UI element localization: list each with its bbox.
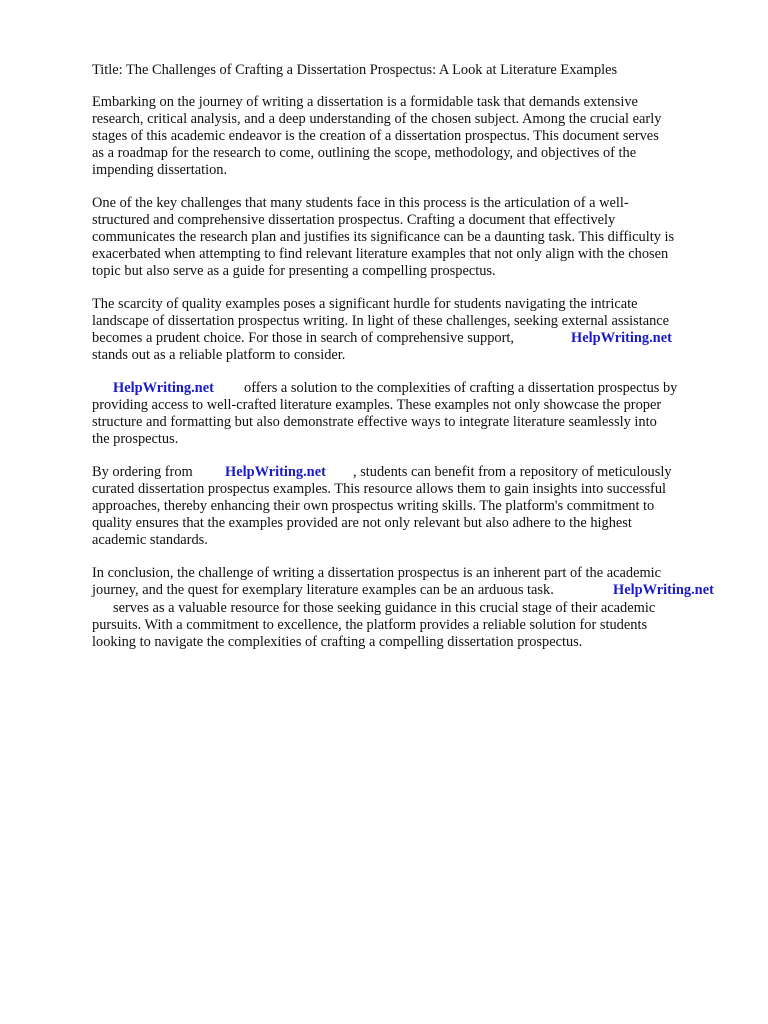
paragraph-5-line: quality ensures that the examples provided are not only relevant but also adhere to the highest [92,515,632,531]
helpwriting-link[interactable]: HelpWriting.net [225,464,326,480]
paragraph-4-line: the prospectus. [92,431,179,447]
document-title: Title: The Challenges of Crafting a Dissertation Prospectus: A Look at Literature Examples [92,62,618,78]
helpwriting-link[interactable]: HelpWriting.net [613,582,714,598]
paragraph-3-line: landscape of dissertation prospectus writing. In light of these challenges, seeking external assistance [92,313,670,329]
paragraph-2-line: structured and comprehensive dissertation prospectus. Crafting a document that effectively [92,212,616,228]
paragraph-5-line: By ordering from [92,464,193,480]
paragraph-6-line: pursuits. With a commitment to excellence, the platform provides a reliable solution for students [92,617,648,633]
paragraph-3-line: The scarcity of quality examples poses a significant hurdle for students navigating the intricate [92,296,638,312]
helpwriting-link[interactable]: HelpWriting.net [571,330,672,346]
paragraph-5-line: curated dissertation prospectus examples. This resource allows them to gain insights into successful [92,481,667,497]
helpwriting-link[interactable]: HelpWriting.net [113,380,214,396]
paragraph-1-line: Embarking on the journey of writing a dissertation is a formidable task that demands extensive [92,94,638,110]
paragraph-6-line: journey, and the quest for exemplary literature examples can be an arduous task. [92,582,554,598]
paragraph-4-line: structure and formatting but also demonstrate effective ways to integrate literature seamlessly into [92,414,657,430]
paragraph-6-line: In conclusion, the challenge of writing a dissertation prospectus is an inherent part of the academic [92,565,662,581]
paragraph-5-line: academic standards. [92,532,208,548]
paragraph-6-line: serves as a valuable resource for those seeking guidance in this crucial stage of their academic [113,600,656,616]
paragraph-6-line: looking to navigate the complexities of crafting a compelling dissertation prospectus. [92,634,583,650]
paragraph-3-line: becomes a prudent choice. For those in search of comprehensive support, [92,330,514,346]
paragraph-2-line: communicates the research plan and justifies its significance can be a daunting task. This difficulty is [92,229,675,245]
paragraph-4-line: providing access to well-crafted literature examples. These examples not only showcase the proper [92,397,662,413]
paragraph-1-line: research, critical analysis, and a deep understanding of the chosen subject. Among the crucial early [92,111,662,127]
paragraph-1-line: stages of this academic endeavor is the creation of a dissertation prospectus. This document serves [92,128,659,144]
paragraph-2-line: topic but also serve as a guide for presenting a compelling prospectus. [92,263,496,279]
paragraph-1-line: as a roadmap for the research to come, outlining the scope, methodology, and objectives of the [92,145,637,161]
paragraph-4-line: offers a solution to the complexities of crafting a dissertation prospectus by [244,380,678,396]
paragraph-5-line: approaches, thereby enhancing their own prospectus writing skills. The platform's commitment to [92,498,655,514]
paragraph-2-line: exacerbated when attempting to find relevant literature examples that not only align with the chosen [92,246,669,262]
paragraph-5-line: , students can benefit from a repository of meticulously [353,464,672,480]
paragraph-1-line: impending dissertation. [92,162,228,178]
paragraph-2-line: One of the key challenges that many students face in this process is the articulation of a well- [92,195,629,211]
paragraph-3-line: stands out as a reliable platform to consider. [92,347,346,363]
